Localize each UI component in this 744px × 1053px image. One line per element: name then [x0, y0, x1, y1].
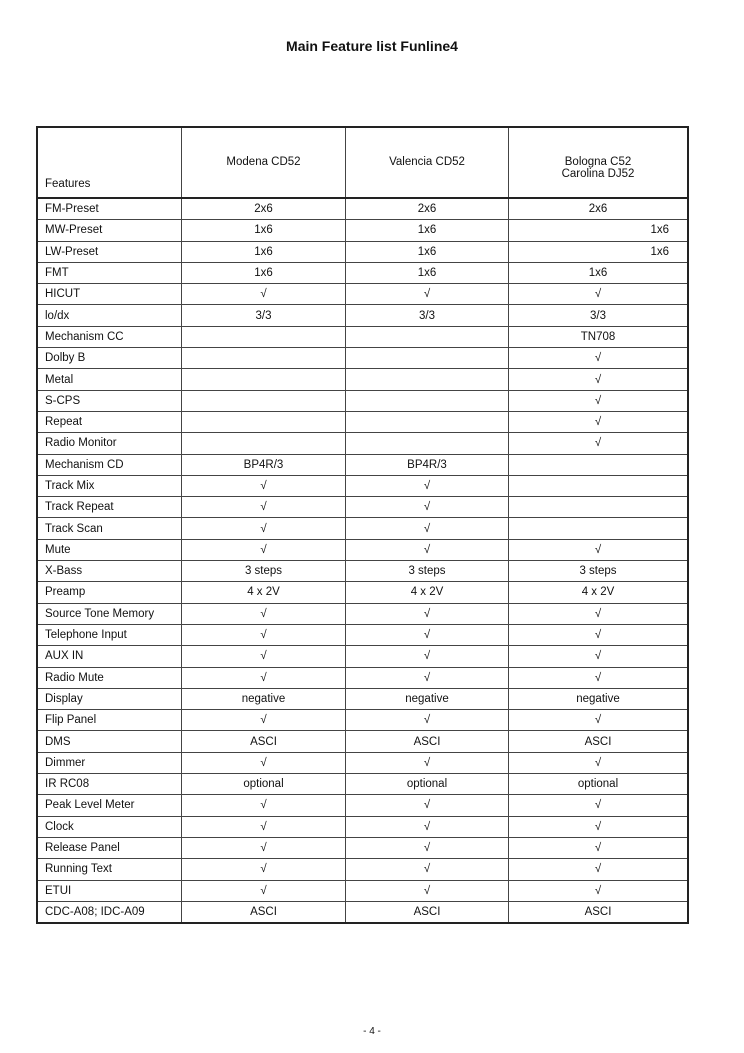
feature-name: Display [37, 688, 182, 709]
table-row [37, 774, 688, 795]
feature-value: √ [182, 837, 346, 858]
feature-value: √ [182, 667, 346, 688]
feature-value: √ [182, 646, 346, 667]
feature-value: √ [182, 859, 346, 880]
feature-name: DMS [37, 731, 182, 752]
feature-name: Source Tone Memory [37, 603, 182, 624]
feature-value: 3 steps [182, 561, 346, 582]
feature-name: Radio Monitor [37, 433, 182, 454]
feature-value: √ [346, 710, 509, 731]
feature-value: √ [346, 475, 509, 496]
table-row [37, 198, 688, 220]
feature-name: FMT [37, 262, 182, 283]
feature-name: Mute [37, 539, 182, 560]
feature-value: √ [509, 710, 689, 731]
feature-value: √ [346, 539, 509, 560]
feature-value [182, 411, 346, 432]
feature-name: IR RC08 [37, 774, 182, 795]
table-row [37, 497, 688, 518]
feature-name: LW-Preset [37, 241, 182, 262]
feature-value: BP4R/3 [346, 454, 509, 475]
feature-value: 4 x 2V [346, 582, 509, 603]
header-valencia: Valencia CD52 [346, 127, 509, 198]
feature-value: √ [346, 667, 509, 688]
feature-value [509, 454, 689, 475]
feature-value: √ [346, 795, 509, 816]
feature-value: 1x6 [182, 220, 346, 241]
table-row [37, 433, 688, 454]
feature-value: √ [182, 518, 346, 539]
table-row [37, 539, 688, 560]
feature-name: Mechanism CD [37, 454, 182, 475]
feature-value: √ [509, 411, 689, 432]
feature-value: negative [346, 688, 509, 709]
feature-name: Repeat [37, 411, 182, 432]
feature-value: √ [182, 752, 346, 773]
feature-value [346, 411, 509, 432]
table-row [37, 688, 688, 709]
page-title: Main Feature list Funline4 [286, 38, 458, 54]
feature-value: √ [346, 752, 509, 773]
table-row [37, 390, 688, 411]
table-row [37, 284, 688, 305]
feature-name: Track Scan [37, 518, 182, 539]
header-features [37, 127, 182, 198]
feature-value: √ [509, 859, 689, 880]
feature-value [509, 497, 689, 518]
feature-value: √ [182, 710, 346, 731]
feature-value: ASCI [509, 731, 689, 752]
feature-name: Flip Panel [37, 710, 182, 731]
feature-value: 3 steps [346, 561, 509, 582]
feature-value: √ [509, 284, 689, 305]
feature-value: 1x6 [346, 220, 509, 241]
feature-value [182, 433, 346, 454]
feature-name: lo/dx [37, 305, 182, 326]
feature-value: √ [509, 837, 689, 858]
feature-name: Metal [37, 369, 182, 390]
table-row [37, 369, 688, 390]
table-row [37, 752, 688, 773]
feature-value: √ [182, 539, 346, 560]
feature-value: √ [509, 816, 689, 837]
feature-value: √ [509, 624, 689, 645]
table-row [37, 795, 688, 816]
table-header-row [37, 127, 688, 198]
feature-value: 4 x 2V [182, 582, 346, 603]
feature-value: optional [509, 774, 689, 795]
feature-value: √ [182, 475, 346, 496]
header-carolina: Carolina DJ52 [561, 168, 635, 180]
feature-value: 3/3 [509, 305, 689, 326]
feature-name: MW-Preset [37, 220, 182, 241]
feature-value [346, 369, 509, 390]
feature-value [182, 390, 346, 411]
feature-value: 1x6 [346, 241, 509, 262]
feature-name: Dimmer [37, 752, 182, 773]
feature-value: 3 steps [509, 561, 689, 582]
feature-value: √ [182, 497, 346, 518]
feature-name: Preamp [37, 582, 182, 603]
feature-value: 2x6 [182, 198, 346, 220]
feature-value: √ [346, 518, 509, 539]
feature-name: S-CPS [37, 390, 182, 411]
feature-name: Clock [37, 816, 182, 837]
feature-value: ASCI [182, 731, 346, 752]
feature-value: optional [346, 774, 509, 795]
feature-value: 1x6 [346, 262, 509, 283]
feature-name: Mechanism CC [37, 326, 182, 347]
feature-value: √ [182, 284, 346, 305]
feature-value: √ [509, 433, 689, 454]
table-row [37, 411, 688, 432]
feature-value: √ [346, 880, 509, 901]
feature-value: √ [346, 497, 509, 518]
feature-value: √ [346, 284, 509, 305]
feature-value: 3/3 [182, 305, 346, 326]
feature-value: √ [346, 624, 509, 645]
feature-name: HICUT [37, 284, 182, 305]
feature-name: Radio Mute [37, 667, 182, 688]
feature-name: Track Mix [37, 475, 182, 496]
feature-name: Track Repeat [37, 497, 182, 518]
feature-value: √ [346, 646, 509, 667]
feature-value: √ [346, 859, 509, 880]
feature-value [346, 390, 509, 411]
feature-value: √ [509, 646, 689, 667]
feature-value: 1x6 [509, 262, 689, 283]
feature-value [182, 326, 346, 347]
feature-name: X-Bass [37, 561, 182, 582]
feature-value [346, 348, 509, 369]
feature-value [509, 518, 689, 539]
feature-value: 1x6 [509, 220, 689, 241]
feature-value: √ [509, 880, 689, 901]
feature-value: √ [509, 667, 689, 688]
table-row [37, 262, 688, 283]
feature-name: AUX IN [37, 646, 182, 667]
feature-name: FM-Preset [37, 198, 182, 220]
header-features-label: Features [45, 178, 91, 190]
feature-value: negative [182, 688, 346, 709]
feature-value [509, 475, 689, 496]
feature-value: 2x6 [509, 198, 689, 220]
table-row [37, 731, 688, 752]
feature-value: ASCI [182, 901, 346, 923]
feature-value: √ [509, 752, 689, 773]
feature-name: Dolby B [37, 348, 182, 369]
table-row [37, 475, 688, 496]
feature-value: √ [346, 837, 509, 858]
feature-value: √ [182, 880, 346, 901]
feature-value: BP4R/3 [182, 454, 346, 475]
header-bologna: Bologna C52 [564, 156, 632, 168]
feature-value [182, 348, 346, 369]
page-number: - 4 - [363, 1026, 381, 1037]
feature-value: negative [509, 688, 689, 709]
table-row [37, 646, 688, 667]
feature-value [346, 326, 509, 347]
table-row [37, 710, 688, 731]
feature-name: Peak Level Meter [37, 795, 182, 816]
feature-name: Running Text [37, 859, 182, 880]
feature-value: √ [509, 603, 689, 624]
table-row [37, 326, 688, 347]
header-bologna-carolina [509, 127, 689, 198]
feature-value: 3/3 [346, 305, 509, 326]
feature-value: optional [182, 774, 346, 795]
table-row [37, 603, 688, 624]
table-row [37, 667, 688, 688]
table-row [37, 816, 688, 837]
feature-value: ASCI [346, 731, 509, 752]
table-row [37, 624, 688, 645]
feature-value [182, 369, 346, 390]
feature-value: √ [182, 795, 346, 816]
table-row [37, 348, 688, 369]
feature-value: √ [509, 539, 689, 560]
feature-value: √ [182, 816, 346, 837]
feature-value: √ [509, 795, 689, 816]
feature-name: CDC-A08; IDC-A09 [37, 901, 182, 923]
table-row [37, 454, 688, 475]
table-body [37, 198, 688, 923]
table-row [37, 880, 688, 901]
feature-value: 1x6 [182, 262, 346, 283]
table-row [37, 220, 688, 241]
feature-value: 2x6 [346, 198, 509, 220]
feature-value [346, 433, 509, 454]
feature-value: √ [509, 369, 689, 390]
feature-value: √ [509, 390, 689, 411]
table-row [37, 561, 688, 582]
feature-value: ASCI [346, 901, 509, 923]
table-row [37, 518, 688, 539]
table-row [37, 305, 688, 326]
feature-value: √ [509, 348, 689, 369]
feature-value: 4 x 2V [509, 582, 689, 603]
feature-value: 1x6 [509, 241, 689, 262]
table-row [37, 901, 688, 923]
table-row [37, 241, 688, 262]
table-row [37, 582, 688, 603]
feature-name: Release Panel [37, 837, 182, 858]
header-modena: Modena CD52 [182, 127, 346, 198]
table-row [37, 859, 688, 880]
table-row [37, 837, 688, 858]
feature-value: √ [182, 603, 346, 624]
feature-name: ETUI [37, 880, 182, 901]
feature-value: TN708 [509, 326, 689, 347]
feature-table [36, 126, 689, 924]
feature-value: 1x6 [182, 241, 346, 262]
feature-value: √ [346, 816, 509, 837]
feature-name: Telephone Input [37, 624, 182, 645]
feature-value: √ [182, 624, 346, 645]
feature-value: ASCI [509, 901, 689, 923]
feature-value: √ [346, 603, 509, 624]
